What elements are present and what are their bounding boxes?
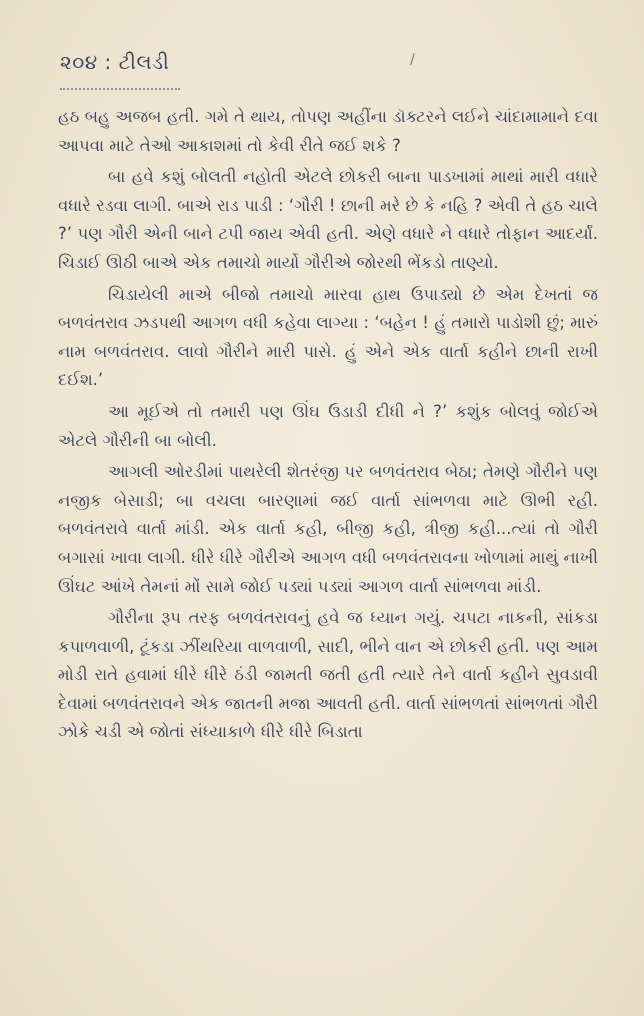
body-text bbox=[58, 103, 598, 750]
page-mark: / bbox=[410, 52, 415, 68]
page-header bbox=[60, 50, 580, 90]
header-underline bbox=[60, 84, 180, 90]
paragraph-3: ચિડાયેલી માએ બીજો તમાચો મારવા હાથ ઉપાડ્યો છે એમ દેખતાં જ બળવંતરાવ ઝડપથી આગળ વધી કહેવા લાગ્યા : ‘બહેન ! હું તમારો પાડોશી છું; મારું નામ બળવંતરાવ. લાવો ગૌરીને મારી પાસે. હું એને એક વાર્તા કહીને છાની રાખી દઈશ.’ bbox=[58, 284, 598, 390]
paragraph-6: ગૌરીના રૂપ તરફ બળવંતરાવનું હવે જ ધ્યાન ગયું. ચપટા નાકની, સાંકડા કપાળવાળી, ટૂંકડા ઝીંથરિયા વાળવાળી, સાદી, ભીને વાન એ છોકરી હતી. પણ આમ મોડી રાતે હવામાં ધીરે ધીરે ઠંડી જામતી જતી હતી ત્યારે તેને વાર્તા કહીને સુવડાવી દેવામાં બળવંતરાવને એક જાતની મજા આવતી હતી. વાર્તા સાંભળતાં સાંભળતાં ગૌરી ઝોકે ચડી એ જોતાં સંધ્યાકાળે ધીરે ધીરે બિડાતા bbox=[58, 608, 598, 742]
paragraph-4: આ મૂઈએ તો તમારી પણ ઊંઘ ઉડાડી દીધી ને ?’ કશુંક બોલવું જોઈએ એટલે ગૌરીની બા બોલી. bbox=[58, 401, 598, 450]
paragraph-5: આગલી ઓરડીમાં પાથરેલી શેતરંજી પર બળવંતરાવ બેઠા; તેમણે ગૌરીને પણ નજીક બેસાડી; બા વચલા બારણામાં જઈ વાર્તા સાંભળવા માટે ઊભી રહી. બળવંતરાવે વાર્તા માંડી. એક વાર્તા કહી, બીજી કહી, ત્રીજી કહી...ત્યાં તો ગૌરી બગાસાં ખાવા લાગી. ધીરે ધીરે ગૌરીએ આગળ વધી બળવંતરાવના ખોળામાં માથું નાખી ઊંઘટ આંખે તેમનાં મોં સામે જોઈ પડ્યાં પડ્યાં આગળ વાર્તા સાંભળવા માંડી. bbox=[58, 462, 598, 596]
paragraph-2: બા હવે કશું બોલતી નહોતી એટલે છોકરી બાના પાડખામાં માથાં મારી વધારે વધારે રડવા લાગી. બાએ રાડ પાડી : ‘ગૌરી ! છાની મરે છે કે નહિ ? એવી તે હઠ ચાલે ?’ પણ ગૌરી એની બાને ટપી જાય એવી હતી. એણે વધારે ને વધારે તોફાન આદર્યાં. ચિડાઈ ઊઠી બાએ એક તમાચો માર્યો ગૌરીએ જોરથી ભેંકડો તાણ્યો. bbox=[58, 167, 598, 272]
paragraph-1: હઠ બહુ અજબ હતી. ગમે તે થાય, તોપણ અહીંના ડૉક્ટરને લઈને ચાંદામામાને દવા આપવા માટે તેઓ આકાશમાં તો કેવી રીતે જઈ શકે ? bbox=[58, 107, 598, 155]
running-head: ૨૦૪ : ટીલડી bbox=[60, 50, 170, 74]
